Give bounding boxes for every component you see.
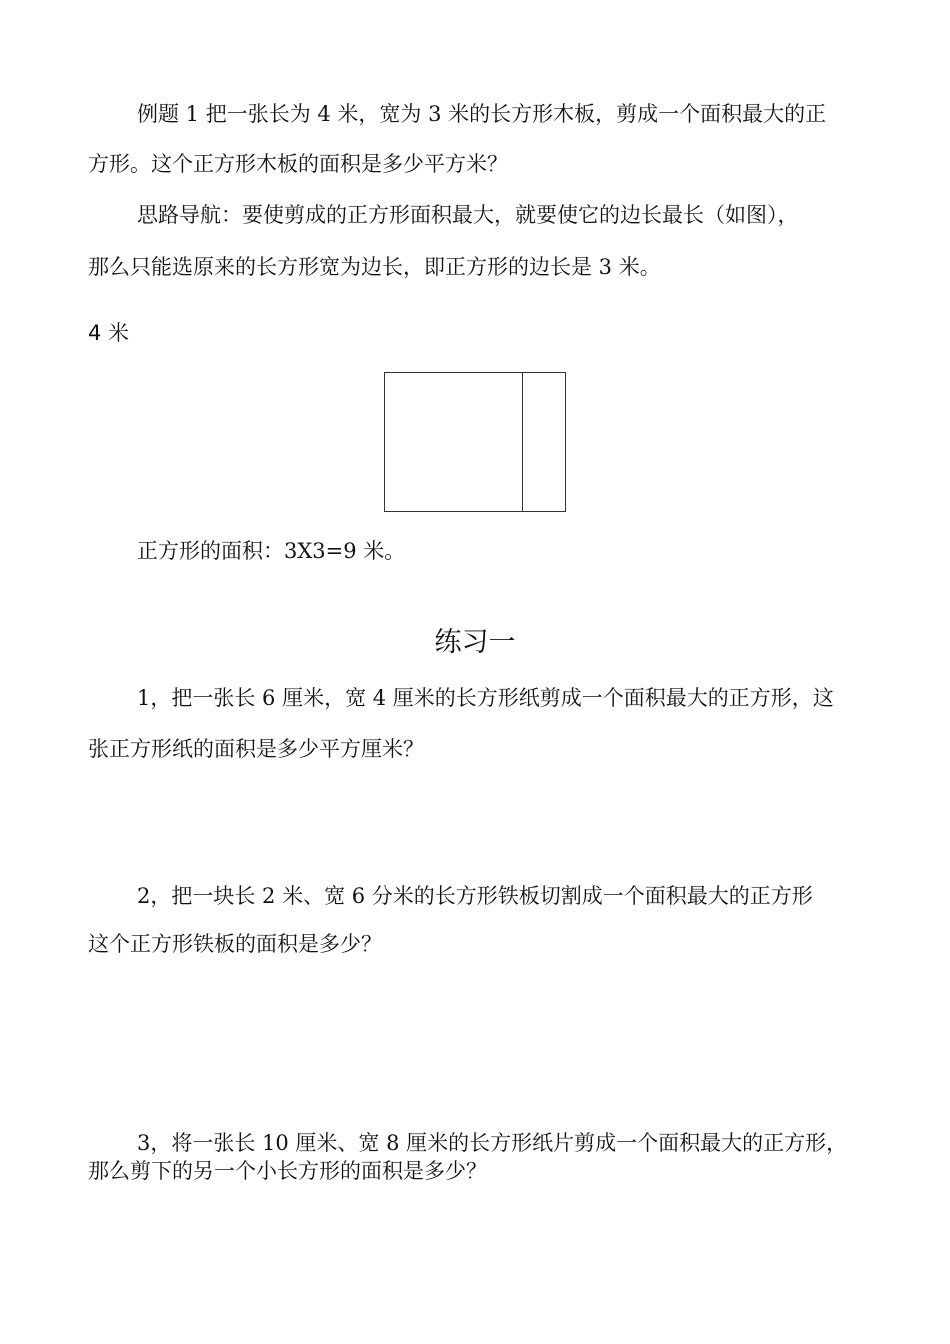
example-line-1: 例题 1 把一张长为 4 米，宽为 3 米的长方形木板，剪成一个面积最大的正 — [137, 102, 827, 126]
square-cut-line — [522, 373, 523, 511]
question-2-line-1: 2，把一块长 2 米、宽 6 分米的长方形铁板切割成一个面积最大的正方形 — [137, 884, 813, 908]
example-line-2: 方形。这个正方形木板的面积是多少平方米？ — [88, 152, 508, 176]
question-2-line-2: 这个正方形铁板的面积是多少？ — [88, 932, 382, 956]
question-3-line-1: 3，将一张长 10 厘米、宽 8 厘米的长方形纸片剪成一个面积最大的正方形， — [137, 1131, 848, 1155]
question-1-line-1: 1，把一张长 6 厘米，宽 4 厘米的长方形纸剪成一个面积最大的正方形，这 — [137, 686, 834, 710]
hint-line-2: 那么只能选原来的长方形宽为边长，即正方形的边长是 3 米。 — [88, 255, 661, 279]
rectangle-figure — [384, 372, 566, 512]
figure-length-label: 4 米 — [88, 321, 130, 345]
hint-line-1: 思路导航：要使剪成的正方形面积最大，就要使它的边长最长（如图）， — [137, 203, 799, 227]
question-1-line-2: 张正方形纸的面积是多少平方厘米？ — [88, 737, 424, 761]
question-3-line-2: 那么剪下的另一个小长方形的面积是多少？ — [88, 1159, 487, 1183]
exercise-title: 练习一 — [434, 627, 516, 658]
example-answer: 正方形的面积：3X3=9 米。 — [137, 539, 406, 563]
